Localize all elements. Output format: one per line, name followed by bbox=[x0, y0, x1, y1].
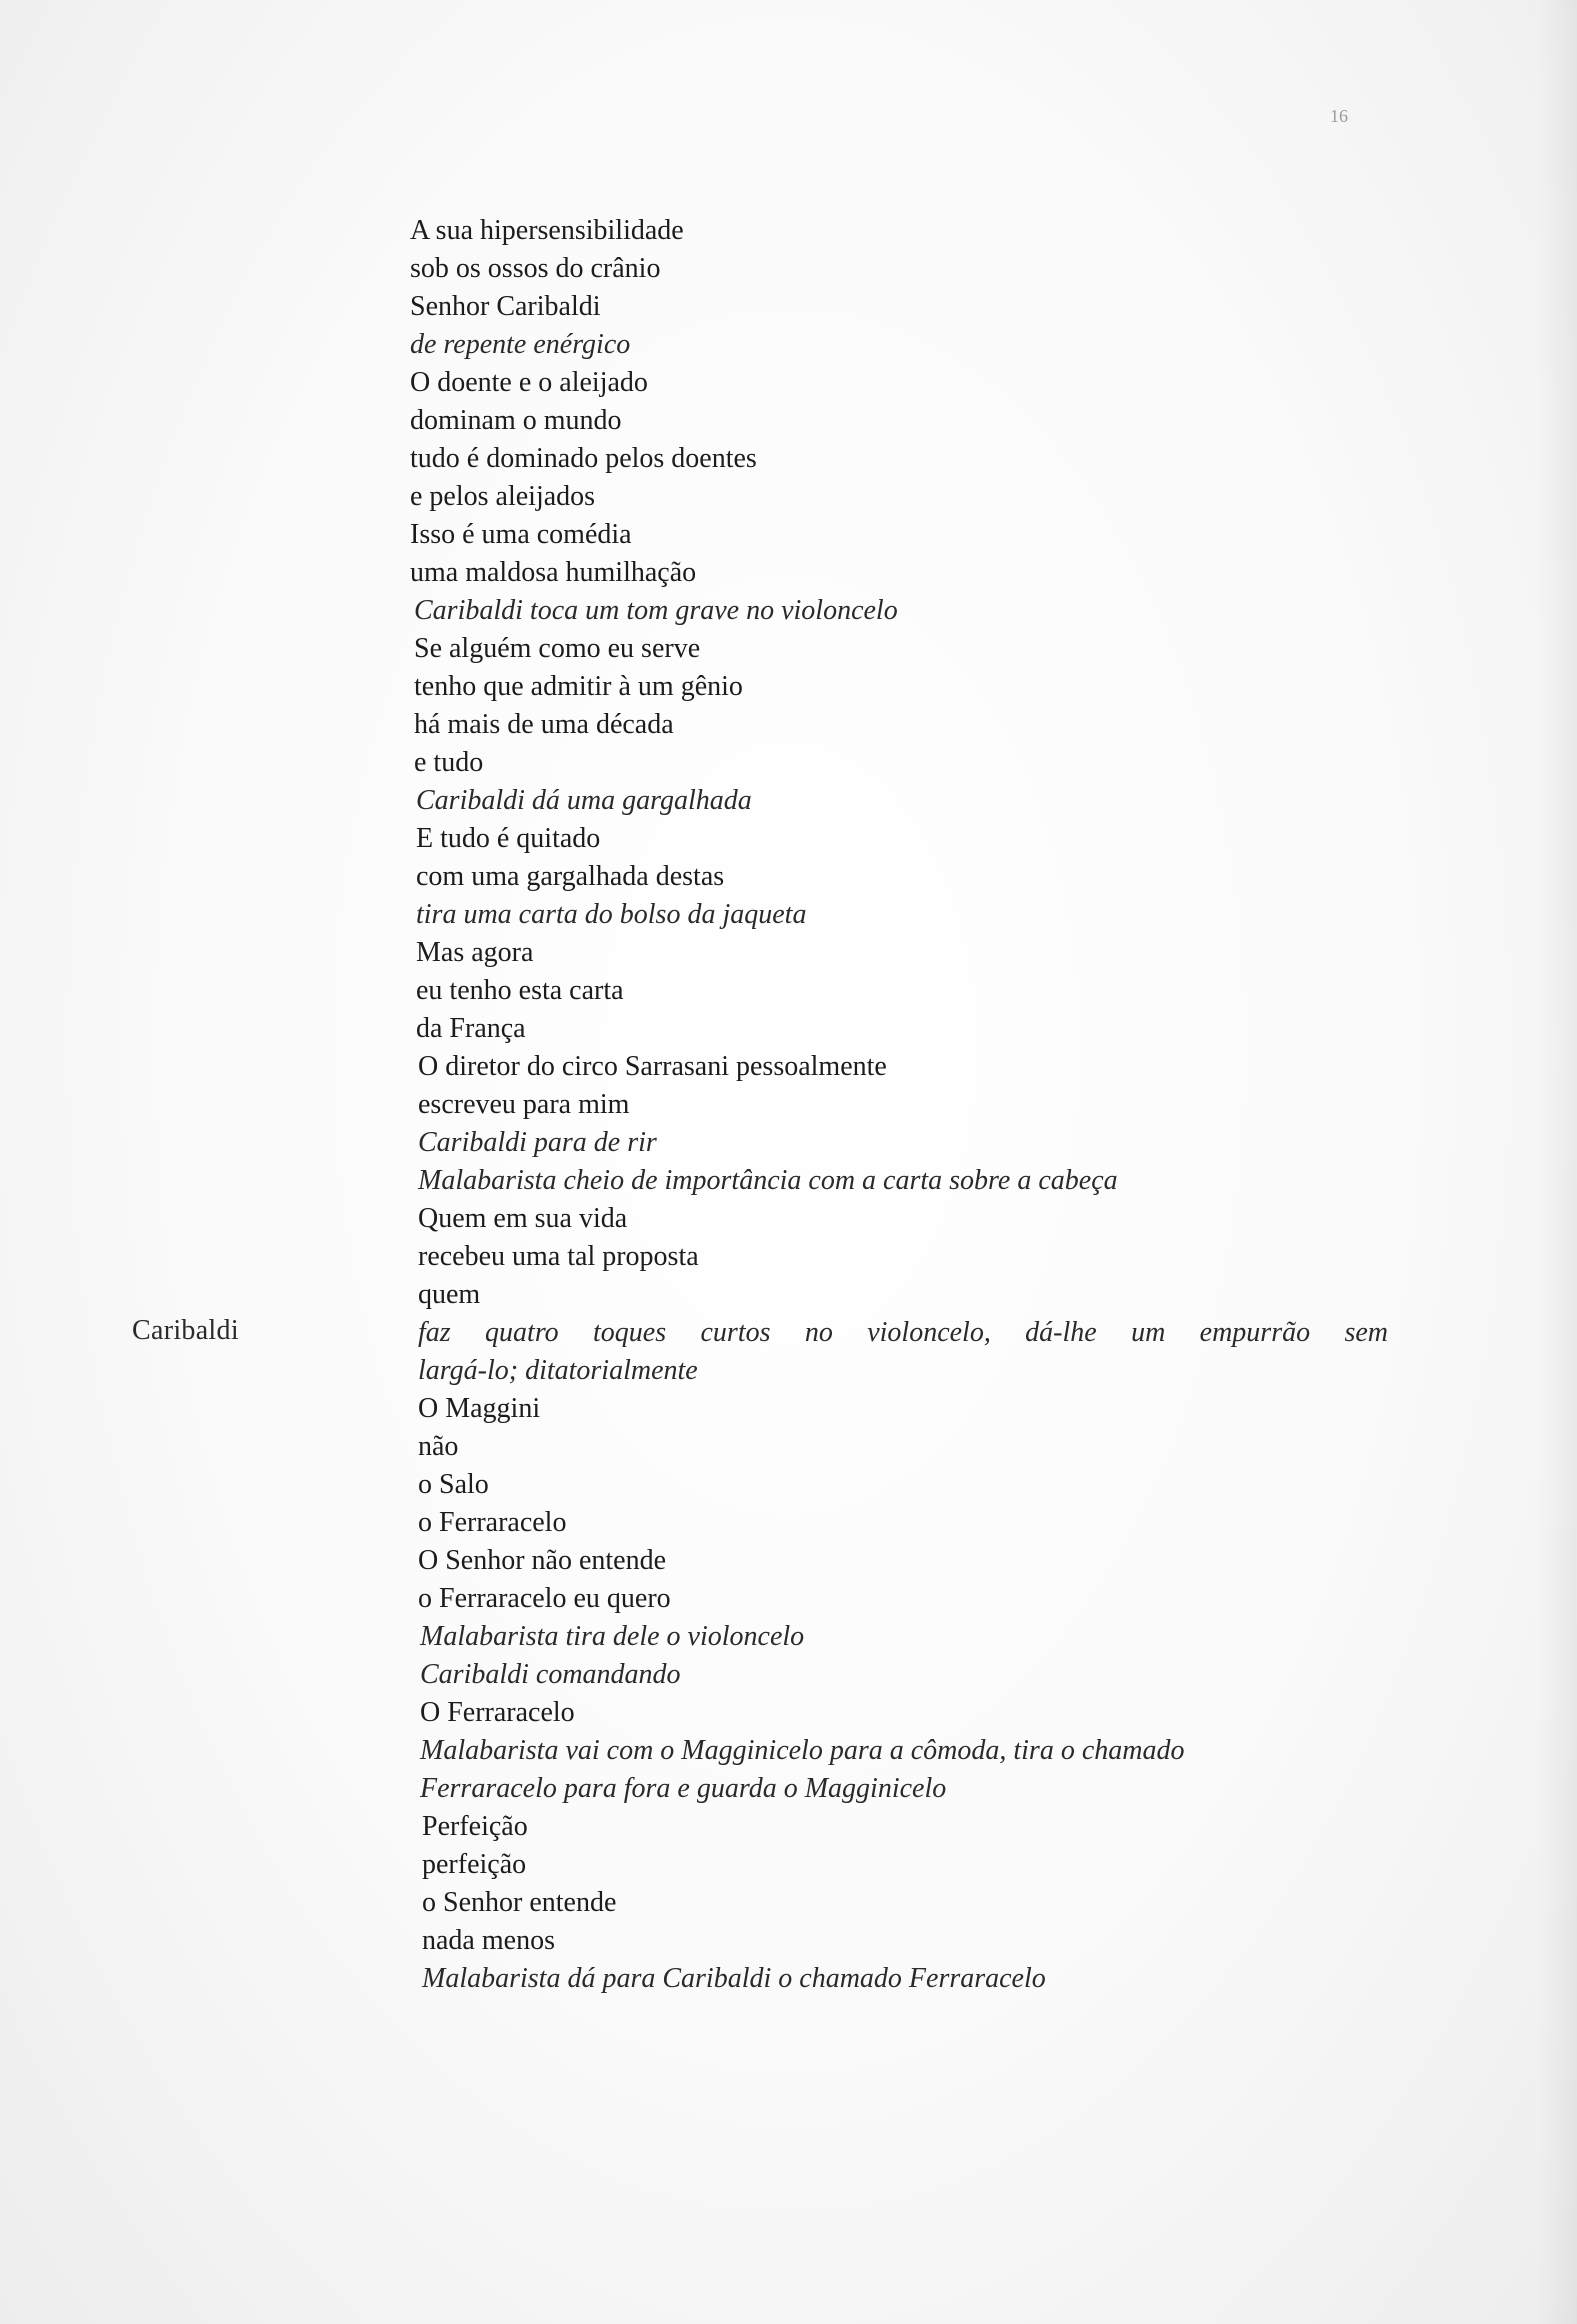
speaker-label: Caribaldi bbox=[132, 1315, 239, 1346]
dialogue-line: da França bbox=[416, 1013, 526, 1044]
stage-direction-line: Caribaldi dá uma gargalhada bbox=[416, 785, 752, 816]
dialogue-line: nada menos bbox=[422, 1925, 555, 1956]
script-text-block bbox=[410, 212, 1420, 1998]
dialogue-line: há mais de uma década bbox=[414, 709, 674, 740]
stage-direction-line: Ferraracelo para fora e guarda o Magginicelo bbox=[420, 1773, 947, 1804]
dialogue-line: O doente e o aleijado bbox=[410, 367, 648, 398]
dialogue-line: quem bbox=[418, 1279, 481, 1310]
stage-direction-line: Caribaldi para de rir bbox=[418, 1127, 657, 1158]
dialogue-line: tenho que admitir à um gênio bbox=[414, 671, 743, 702]
dialogue-line: sob os ossos do crânio bbox=[410, 253, 661, 284]
stage-direction-line: tira uma carta do bolso da jaqueta bbox=[416, 899, 807, 930]
dialogue-line: recebeu uma tal proposta bbox=[418, 1241, 699, 1272]
stage-direction-line: Caribaldi comandando bbox=[420, 1659, 681, 1690]
stage-direction-line: Malabarista vai com o Magginicelo para a cômoda, tira o chamado bbox=[420, 1735, 1185, 1766]
dialogue-line: escreveu para mim bbox=[418, 1089, 630, 1120]
dialogue-line: Perfeição bbox=[422, 1811, 528, 1842]
stage-direction-line: de repente enérgico bbox=[410, 329, 631, 360]
dialogue-line: o Salo bbox=[418, 1469, 489, 1500]
stage-direction-line: largá-lo; ditatorialmente bbox=[418, 1355, 698, 1386]
dialogue-line: e tudo bbox=[414, 747, 484, 778]
stage-direction-line: Malabarista tira dele o violoncelo bbox=[420, 1621, 805, 1652]
stage-direction-line: Malabarista dá para Caribaldi o chamado Ferraracelo bbox=[422, 1963, 1046, 1994]
dialogue-line: o Senhor entende bbox=[422, 1887, 617, 1918]
dialogue-line: Quem em sua vida bbox=[418, 1203, 628, 1234]
dialogue-line: não bbox=[418, 1431, 459, 1462]
dialogue-line: Isso é uma comédia bbox=[410, 519, 632, 550]
dialogue-line: O Ferraracelo bbox=[420, 1697, 575, 1728]
dialogue-line: A sua hipersensibilidade bbox=[410, 215, 684, 246]
dialogue-line: Senhor Caribaldi bbox=[410, 291, 601, 322]
dialogue-line: O Maggini bbox=[418, 1393, 541, 1424]
page-edge-shadow bbox=[1537, 0, 1577, 2324]
dialogue-line: perfeição bbox=[422, 1849, 527, 1880]
dialogue-line: o Ferraracelo eu quero bbox=[418, 1583, 671, 1614]
dialogue-line: e pelos aleijados bbox=[410, 481, 596, 512]
dialogue-line: tudo é dominado pelos doentes bbox=[410, 443, 757, 474]
dialogue-line: Mas agora bbox=[416, 937, 534, 968]
dialogue-line: o Ferraracelo bbox=[418, 1507, 567, 1538]
page-number: 16 bbox=[1330, 106, 1348, 126]
dialogue-line: dominam o mundo bbox=[410, 405, 622, 436]
dialogue-line: com uma gargalhada destas bbox=[416, 861, 725, 892]
stage-direction-line: Malabarista cheio de importância com a carta sobre a cabeça bbox=[418, 1165, 1118, 1196]
dialogue-line: O Senhor não entende bbox=[418, 1545, 667, 1576]
dialogue-line: E tudo é quitado bbox=[416, 823, 601, 854]
dialogue-line: O diretor do circo Sarrasani pessoalmente bbox=[418, 1051, 887, 1082]
dialogue-line: eu tenho esta carta bbox=[416, 975, 624, 1006]
dialogue-line: Se alguém como eu serve bbox=[414, 633, 701, 664]
stage-direction-line: Caribaldi toca um tom grave no violoncelo bbox=[414, 595, 898, 626]
stage-direction-line: faz quatro toques curtos no violoncelo, dá-lhe um empurrão sem bbox=[418, 1317, 1388, 1348]
dialogue-line: uma maldosa humilhação bbox=[410, 557, 697, 588]
